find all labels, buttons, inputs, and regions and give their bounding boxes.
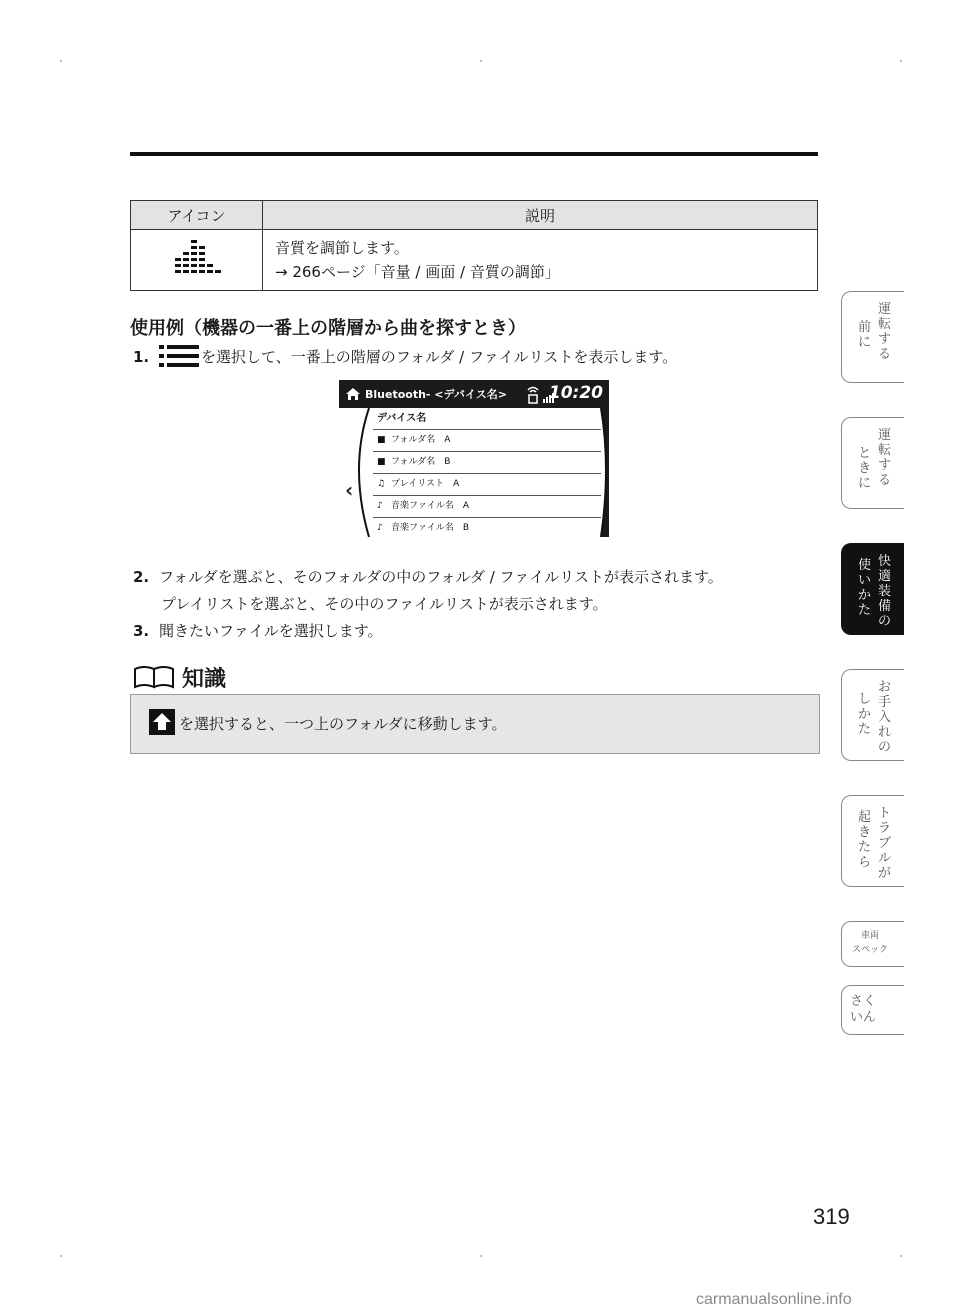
equalizer-icon	[131, 230, 263, 291]
icon-table	[130, 200, 818, 291]
table-header-row	[131, 201, 818, 230]
side-tab-comfort-features[interactable]	[841, 543, 904, 635]
step-number: 3.	[133, 622, 150, 640]
tab-label: 快適装備の	[878, 554, 892, 629]
side-tab-while-driving[interactable]	[841, 417, 904, 509]
crop-mark	[480, 60, 482, 62]
list-item[interactable]: ♪ 音楽ファイル名 A	[373, 496, 601, 518]
tab-label: しかた	[858, 692, 872, 737]
side-tab-maintenance[interactable]	[841, 669, 904, 761]
step-1	[133, 345, 677, 374]
list-item[interactable]: ♫ プレイリスト A	[373, 474, 601, 496]
desc-line: 音質を調節します。	[275, 239, 409, 257]
crop-mark	[480, 1255, 482, 1257]
step-text: 聞きたいファイルを選択します。	[159, 622, 383, 640]
music-note-icon: ♪	[377, 501, 383, 511]
tab-label: 前に	[858, 320, 872, 350]
screen-header	[339, 380, 609, 408]
home-icon[interactable]	[345, 386, 361, 405]
playlist-icon: ♫	[377, 479, 386, 489]
tab-label: 車両	[860, 931, 879, 941]
tab-label: ときに	[858, 446, 872, 491]
device-screen-illustration	[339, 380, 609, 537]
table-row	[131, 230, 818, 291]
tab-label: トラブルが	[878, 806, 892, 881]
tab-label: いん	[850, 1010, 877, 1025]
side-tab-specs[interactable]	[841, 921, 904, 967]
crop-mark	[60, 1255, 62, 1257]
list-icon	[159, 345, 199, 374]
tab-label: 起きたら	[858, 810, 872, 870]
page-number: 319	[813, 1204, 850, 1229]
screen-list	[373, 408, 601, 537]
side-tab-troubles[interactable]	[841, 795, 904, 887]
screen-title: Bluetooth- <デバイス名>	[365, 388, 507, 401]
music-note-icon: ♪	[377, 523, 383, 533]
crop-mark	[60, 60, 62, 62]
folder-icon: ■	[377, 457, 386, 467]
side-tab-index[interactable]	[841, 985, 904, 1035]
desc-link[interactable]: → 266ページ「音量 / 画面 / 音質の調節」	[275, 263, 560, 281]
tab-label: お手入れの	[878, 680, 892, 755]
screen-clock: 10:20	[548, 383, 603, 403]
top-rule	[130, 152, 818, 156]
step-3	[133, 619, 383, 643]
step-number: 2.	[133, 568, 150, 586]
header-description: 説明	[263, 201, 818, 230]
list-item[interactable]: ■ フォルダ名 A	[373, 430, 601, 452]
tab-label: スペック	[851, 945, 888, 955]
tab-label: 運転する	[878, 428, 892, 488]
knowledge-note	[130, 694, 820, 754]
step-number: 1.	[133, 348, 150, 366]
folder-icon: ■	[377, 435, 386, 445]
crop-mark	[900, 60, 902, 62]
back-chevron-icon[interactable]: ‹	[345, 478, 354, 502]
example-heading: 使用例（機器の一番上の階層から曲を探すとき）	[130, 318, 526, 339]
row-description	[263, 230, 818, 291]
book-icon	[132, 665, 178, 693]
crop-mark	[900, 1255, 902, 1257]
list-item[interactable]: ■ フォルダ名 B	[373, 452, 601, 474]
step-2-continuation: プレイリストを選ぶと、その中のファイルリストが表示されます。	[161, 595, 608, 613]
side-tab-before-driving[interactable]	[841, 291, 904, 383]
tab-label: 使いかた	[858, 558, 872, 618]
watermark: carmanualsonline.info	[696, 1291, 852, 1308]
step-text: を選択して、一番上の階層のフォルダ / ファイルリストを表示します。	[201, 348, 678, 366]
step-text: フォルダを選ぶと、そのフォルダの中のフォルダ / ファイルリストが表示されます。	[159, 568, 723, 586]
step-2	[133, 565, 723, 589]
screen-panel	[339, 408, 609, 537]
knowledge-title: 知識	[182, 667, 227, 692]
tab-label: 運転する	[878, 302, 892, 362]
tab-label: さく	[850, 994, 877, 1009]
list-item[interactable]: デバイス名	[373, 408, 601, 430]
note-text: を選択すると、一つ上のフォルダに移動します。	[179, 715, 507, 733]
header-icon: アイコン	[131, 201, 263, 230]
up-folder-icon	[149, 709, 175, 739]
list-item[interactable]: ♪ 音楽ファイル名 B	[373, 518, 601, 537]
